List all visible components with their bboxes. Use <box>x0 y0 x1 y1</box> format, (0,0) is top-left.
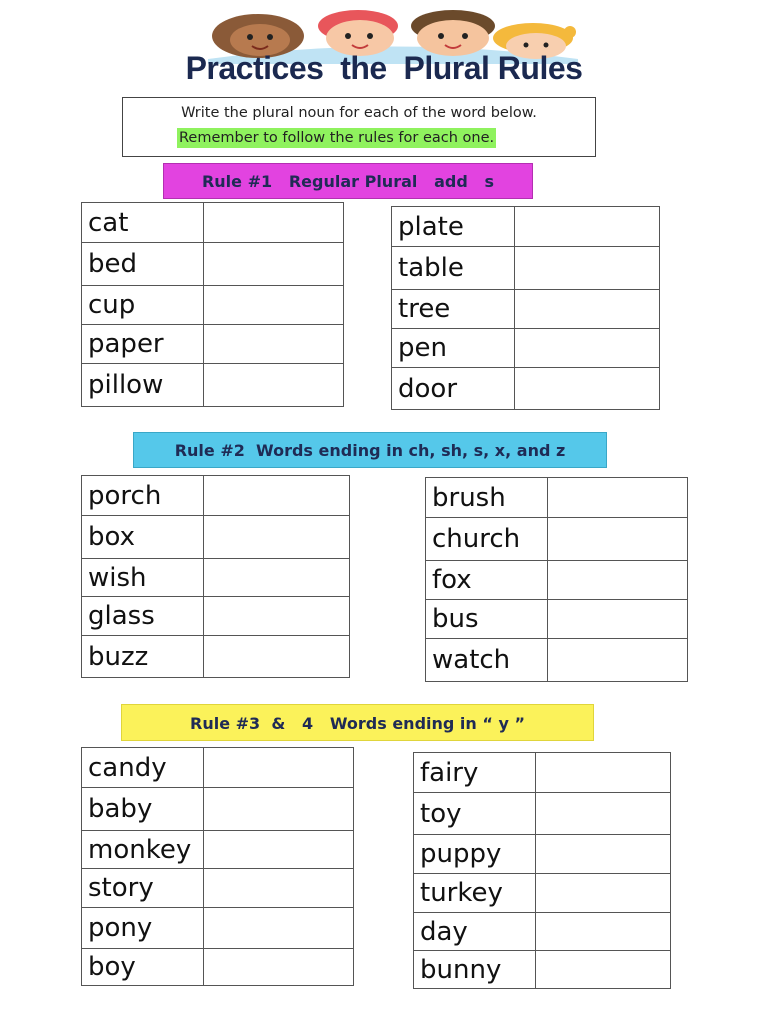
answer-cell[interactable] <box>204 831 354 869</box>
instructions-text: Write the plural noun for each of the word below. <box>181 105 537 121</box>
rule-1-banner: Rule #1 Regular Plural add s <box>163 163 533 199</box>
word-cell: glass <box>82 597 204 636</box>
table-row <box>426 518 688 561</box>
answer-cell[interactable] <box>515 207 660 247</box>
table-row <box>82 476 350 516</box>
word-cell: wish <box>82 559 204 597</box>
word-cell: watch <box>426 639 548 682</box>
answer-cell[interactable] <box>204 243 344 286</box>
answer-cell[interactable] <box>204 869 354 908</box>
answer-cell[interactable] <box>515 368 660 410</box>
table-row <box>82 364 344 407</box>
word-cell: boy <box>82 949 204 986</box>
word-cell: bed <box>82 243 204 286</box>
answer-cell[interactable] <box>204 516 350 559</box>
word-cell: fairy <box>414 753 536 793</box>
table-row <box>392 207 660 247</box>
table-row <box>82 831 354 869</box>
rule-2-banner: Rule #2 Words ending in ch, sh, s, x, and z <box>133 432 607 468</box>
word-cell: pen <box>392 329 515 368</box>
word-cell: toy <box>414 793 536 835</box>
answer-cell[interactable] <box>515 247 660 290</box>
answer-cell[interactable] <box>204 364 344 407</box>
instructions-box <box>122 97 596 157</box>
word-cell: puppy <box>414 835 536 874</box>
rule-2-left-table <box>81 475 350 678</box>
answer-cell[interactable] <box>548 561 688 600</box>
word-cell: door <box>392 368 515 410</box>
word-cell: plate <box>392 207 515 247</box>
answer-cell[interactable] <box>548 478 688 518</box>
table-row <box>82 286 344 325</box>
table-row <box>392 247 660 290</box>
table-row <box>414 951 671 989</box>
word-cell: story <box>82 869 204 908</box>
table-row <box>392 368 660 410</box>
table-row <box>392 329 660 368</box>
table-row <box>82 325 344 364</box>
word-cell: cup <box>82 286 204 325</box>
word-cell: bunny <box>414 951 536 989</box>
rule-1-left-table <box>81 202 344 407</box>
table-row <box>414 874 671 913</box>
rule-3-4-left-table <box>81 747 354 986</box>
answer-cell[interactable] <box>204 476 350 516</box>
rule-2-right-table <box>425 477 688 682</box>
table-row <box>82 748 354 788</box>
table-row <box>392 290 660 329</box>
answer-cell[interactable] <box>515 290 660 329</box>
word-cell: tree <box>392 290 515 329</box>
answer-cell[interactable] <box>536 793 671 835</box>
answer-cell[interactable] <box>536 753 671 793</box>
word-cell: monkey <box>82 831 204 869</box>
table-row <box>426 600 688 639</box>
table-row <box>426 639 688 682</box>
answer-cell[interactable] <box>536 913 671 951</box>
table-row <box>82 597 350 636</box>
word-cell: day <box>414 913 536 951</box>
word-cell: pillow <box>82 364 204 407</box>
answer-cell[interactable] <box>548 639 688 682</box>
word-cell: porch <box>82 476 204 516</box>
table-row <box>82 869 354 908</box>
instructions-reminder: Remember to follow the rules for each one. <box>179 130 495 146</box>
answer-cell[interactable] <box>536 951 671 989</box>
answer-cell[interactable] <box>204 636 350 678</box>
rule-3-4-banner: Rule #3 & 4 Words ending in “ y ” <box>121 704 594 741</box>
answer-cell[interactable] <box>204 597 350 636</box>
word-cell: box <box>82 516 204 559</box>
table-row <box>82 203 344 243</box>
table-row <box>82 243 344 286</box>
table-row <box>414 835 671 874</box>
word-cell: turkey <box>414 874 536 913</box>
answer-cell[interactable] <box>204 788 354 831</box>
table-row <box>414 793 671 835</box>
table-row <box>82 516 350 559</box>
answer-cell[interactable] <box>204 949 354 986</box>
answer-cell[interactable] <box>204 203 344 243</box>
answer-cell[interactable] <box>204 286 344 325</box>
word-cell: candy <box>82 748 204 788</box>
answer-cell[interactable] <box>204 748 354 788</box>
table-row <box>82 949 354 986</box>
rule-1-right-table <box>391 206 660 410</box>
word-cell: baby <box>82 788 204 831</box>
table-row <box>82 788 354 831</box>
table-row <box>82 908 354 949</box>
word-cell: bus <box>426 600 548 639</box>
table-row <box>426 478 688 518</box>
answer-cell[interactable] <box>536 874 671 913</box>
table-row <box>414 913 671 951</box>
table-row <box>426 561 688 600</box>
word-cell: table <box>392 247 515 290</box>
table-row <box>414 753 671 793</box>
word-cell: pony <box>82 908 204 949</box>
word-cell: buzz <box>82 636 204 678</box>
word-cell: paper <box>82 325 204 364</box>
table-row <box>82 559 350 597</box>
word-cell: fox <box>426 561 548 600</box>
answer-cell[interactable] <box>204 325 344 364</box>
rule-3-4-right-table <box>413 752 671 989</box>
answer-cell[interactable] <box>548 600 688 639</box>
answer-cell[interactable] <box>204 559 350 597</box>
answer-cell[interactable] <box>536 835 671 874</box>
answer-cell[interactable] <box>204 908 354 949</box>
word-cell: church <box>426 518 548 561</box>
word-cell: brush <box>426 478 548 518</box>
answer-cell[interactable] <box>548 518 688 561</box>
table-row <box>82 636 350 678</box>
word-cell: cat <box>82 203 204 243</box>
page-title: Practices the Plural Rules <box>185 50 583 86</box>
answer-cell[interactable] <box>515 329 660 368</box>
